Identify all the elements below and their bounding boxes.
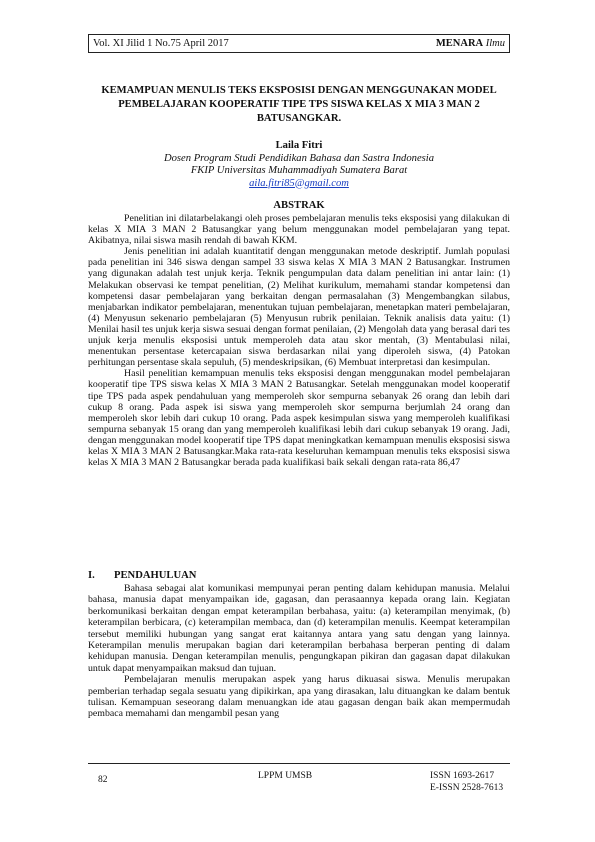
issn-block	[430, 770, 503, 794]
eissn: E-ISSN 2528-7613	[430, 783, 504, 793]
title-line: PEMBELAJARAN KOOPERATIF TIPE TPS SISWA KELAS X MIA 3 MAN 2	[118, 99, 480, 110]
abstract-heading: ABSTRAK	[273, 200, 325, 211]
abstract-paragraph: Jenis penelitian ini adalah kuantitatif dengan menggunakan metode deskriptif. Jumlah populasi pada penelitian ini 346 siswa dengan sampel 33 siswa kelas X MIA 3 MAN 2 Batusangkar. Instrumen yang digunakan adalah test unjuk kerja. Teknik pengumpulan data dalam penelitian ini antar lain: (1) Melakukan observasi ke tempat penelitian, (2) Melihat kurikulum, memahami standar kompetensi dan kompetensi dasar pembelajaran yang berkaitan dengan permasalahan (3) Mengembangkan silabus, menjabarkan indikator pembelajaran, menentukan tujuan pembelajaran, menetapkan materi pembelajaran, (4) Menyusun sekenario pembelajaran (5) Menyusun rubrik penilaian. Teknik analisis data yaitu: (1) Menilai hasil tes unjuk kerja siswa sesuai dengan format penilaian, (2) Mengolah data yang berasal dari tes unjuk kerja menulis eksposisi untuk memperoleh data atau skor mentah, (3) Mentabulasi nilai, menentukan persentase ketercapaian siswa berdasarkan nilai yang diperoleh siswa, (4) Patokan perhitungan persentase skala sepuluh, (5) mendeskripsikan, (6) Membuat interpretasi dan kesimpulan.	[88, 246, 510, 369]
abstract-body	[88, 213, 510, 468]
author-block	[88, 140, 510, 190]
title-line: KEMAMPUAN MENULIS TEKS EKSPOSISI DENGAN MENGGUNAKAN MODEL	[101, 85, 497, 96]
footer-divider	[88, 763, 510, 764]
journal-name-italic: Ilmu	[485, 38, 505, 49]
paper-title	[88, 84, 510, 126]
abstract-paragraph: Penelitian ini dilatarbelakangi oleh proses pembelajaran menulis teks eksposisi yang dilakukan di kelas X MIA 3 MAN 2 Batusangkar yang belum menggunakan model pembelajaran yang tepat. Akibatnya, nilai siswa masih rendah di bawah KKM.	[88, 213, 510, 247]
section-body	[88, 583, 510, 720]
author-institution: FKIP Universitas Muhammadiyah Sumatera Barat	[190, 165, 408, 176]
page-number: 82	[98, 775, 108, 785]
body-paragraph: Bahasa sebagai alat komunikasi mempunyai peran penting dalam kehidupan manusia. Melalui bahasa, manusia dapat menyampaikan ide, gagasan, dan perasaannya kepada orang lain. Kegiatan berkomunikasi berkaitan dengan empat keterampilan berbahasa, yaitu: (a) keterampilan menyimak, (b) keterampilan berbicara, (c) keterampilan membaca, dan (d) keterampilan menulis. Keempat keterampilan tersebut memiliki hubungan yang sangat erat kaitannya antara yang satu dengan yang lainnya. Keterampilan menulis merupakan bagian dari keterampilan berbahasa berperan penting di dalam kehidupan manusia. Dengan keterampilan menulis, pengungkapan pikiran dan gagasan dapat dilakukan untuk dapat menyampaikan maksud dan tujuan.	[88, 583, 510, 674]
body-paragraph: Pembelajaran menulis merupakan aspek yang harus dikuasai siswa. Menulis merupakan pemberian terhadap segala sesuatu yang dipikirkan, apa yang dirasakan, lalu dituangkan ke dalam bentuk tulisan. Kemampuan seseorang dalam menuangkan ide atau gagasan dengan baik akan mempermudah pembaca memahami dan mengambil pesan yang	[88, 674, 510, 720]
volume-info: Vol. XI Jilid 1 No.75 April 2017	[93, 38, 229, 49]
section-heading	[88, 570, 510, 581]
title-line: BATUSANGKAR.	[256, 113, 342, 124]
journal-name-bold: MENARA	[435, 38, 484, 49]
abstract-paragraph: Hasil penelitian kemampuan menulis teks eksposisi dengan menggunakan model pembelajaran kooperatif tipe TPS siswa kelas X MIA 3 MAN 2 Batusangkar. Setelah menggunakan model kooperatif tipe TPS pada aspek pendahuluan yang memperoleh skor sempurna sebanyak 26 orang dan lebih dari cukup 8 orang. Pada aspek isi siswa yang memperoleh skor sempurna berjumlah 24 orang dan memperoleh skor lebih dari cukup 10 orang. Pada aspek kesimpulan siswa yang memperoleh kualifikasi sempurna sebanyak 15 orang dan yang memperoleh kualifikasi lebih dari cukup sebanyak 19 orang. Jadi, dengan menggunakan model kooperatif tipe TPS dapat meningkatkan kemampuan menulis eksposisi siswa kelas X MIA 3 MAN 2 Batusangkar.Maka rata-rata keseluruhan kemampuan menulis teks eksposisi siswa kelas X MIA 3 MAN 2 Batusangkar berada pada kualifikasi baik sekali dengan rata-rata 86,47	[88, 368, 510, 469]
journal-name	[436, 35, 505, 52]
publisher-name: LPPM UMSB	[258, 771, 313, 781]
author-name: Laila Fitri	[275, 140, 323, 151]
author-affiliation: Dosen Program Studi Pendidikan Bahasa dan Sastra Indonesia	[163, 152, 435, 164]
author-email-link[interactable]: aila.fitri85@gmail.com	[249, 177, 349, 189]
running-header	[88, 34, 510, 53]
section-number: I.	[88, 570, 95, 581]
section-title: PENDAHULUAN	[114, 570, 197, 581]
issn: ISSN 1693-2617	[430, 771, 495, 781]
